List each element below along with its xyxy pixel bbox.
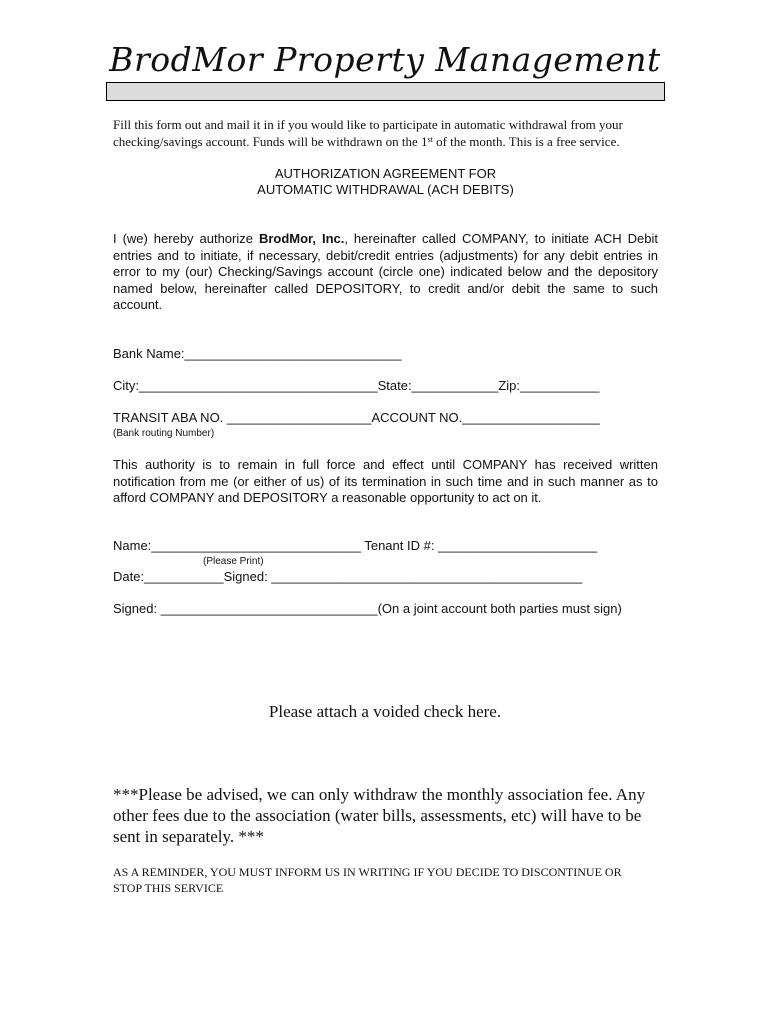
agreement-heading — [113, 166, 658, 198]
intro-text-2: of the month. This is a free service. — [432, 134, 620, 149]
authority-paragraph: This authority is to remain in full force and effect until COMPANY has received written notification from me (or either of us) of its termination in such time and in such manner as to afford COMPANY and DEPOSITORY a reasonable opportunity to act on it. — [113, 457, 658, 505]
bank-name-field[interactable]: Bank Name:______________________________ — [113, 346, 402, 361]
intro-superscript: st — [427, 135, 433, 144]
city-state-zip-field[interactable]: City:_________________________________State:____________Zip:___________ — [113, 378, 600, 393]
advisory-note: ***Please be advised, we can only withdraw the monthly association fee. Any other fees due to the association (water bills, assessments, etc) will have to be sent in separately. *** — [113, 785, 646, 846]
reminder-note: AS A REMINDER, YOU MUST INFORM US IN WRITING IF YOU DECIDE TO DISCONTINUE OR STOP THIS SERVICE — [113, 865, 622, 895]
intro-text-1: Fill this form out and mail it in if you would like to participate in automatic withdrawal from your checking/savings account. Funds will be withdrawn on the 1 — [113, 117, 623, 149]
name-tenant-field[interactable]: Name:_____________________________ Tenant ID #: ______________________ — [113, 538, 598, 553]
company-title: BrodMor Property Management — [109, 40, 661, 79]
intro-paragraph — [113, 116, 658, 150]
please-print-note: (Please Print) — [203, 556, 264, 567]
auth-prefix: I (we) hereby authorize — [113, 231, 259, 246]
auth-rest: , hereinafter called COMPANY, to initiate ACH Debit entries and to initiate, if necessary, debit/credit entries (adjustments) for any debit entries in error to my (our) Checking/Savings account (circle one) indicated below and the depository named below, hereinafter called DEPOSITORY, to credit and/or debit the same to such account. — [113, 231, 658, 312]
date-signed-field[interactable]: Date:___________Signed: ___________________________________________ — [113, 569, 583, 584]
transit-account-field[interactable]: TRANSIT ABA NO. ____________________ACCOUNT NO.___________________ — [113, 410, 600, 425]
heading-line-1: AUTHORIZATION AGREEMENT FOR — [274, 166, 497, 181]
routing-note: (Bank routing Number) — [113, 428, 215, 439]
heading-line-2: AUTOMATIC WITHDRAWAL (ACH DEBITS) — [257, 182, 514, 197]
joint-signed-field[interactable]: Signed: ______________________________(On a joint account both parties must sign) — [113, 601, 622, 616]
authorization-paragraph — [113, 231, 658, 314]
auth-company-name: BrodMor, Inc. — [258, 231, 345, 246]
title-underline-bar — [106, 82, 665, 101]
attach-check-note: Please attach a voided check here. — [268, 702, 502, 721]
